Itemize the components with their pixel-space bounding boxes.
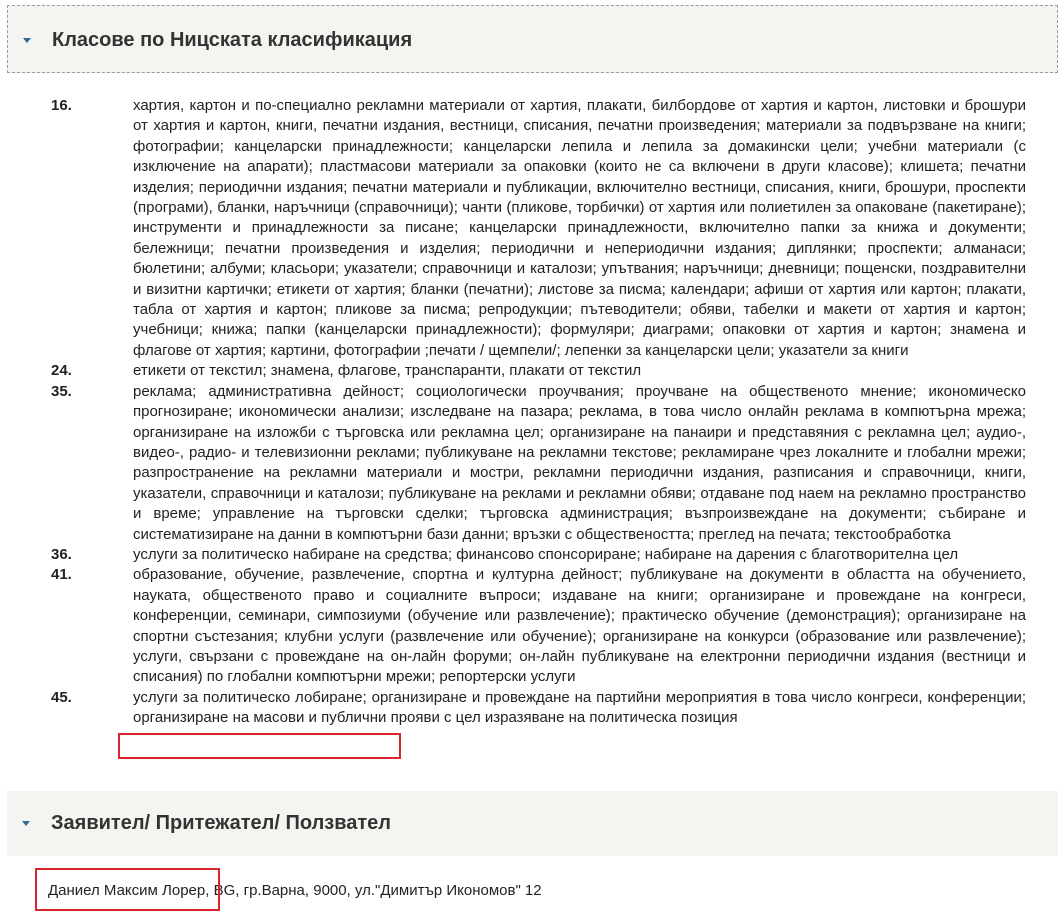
class-row (51, 545, 1026, 565)
class-description: хартия, картон и по-специално рекламни материали от хартия, плакати, билбордове от хартия и картон, листовки и брошури от хартия и картон, книги, печатни издания, вестници, списания, печатни произведения; материали за подвързване на книги; фотографии; канцеларски принадлежности; канцеларски лепила и лепила за домакински цели; учебни материали (с изключение на апарати); пластмасови материали за опаковки (които не са включени в други класове); клишета; печатни изделия; периодични издания; печатни материали и публикации, включително вестници, списания, книги, брошури, проспекти (програми), бланки, наръчници (справочници); чанти (пликове, торбички) от хартия или полиетилен за опаковане (пакетиране); инструменти и принадлежности за писане; канцеларски принадлежности, включително папки за книжа и документи; бележници; печатни произведения и изделия; периодични и непериодични издания; диплянки; проспекти; алманаси; бюлетини; албуми; класьори; указатели; справочници и каталози; упътвания; наръчници; дневници; пощенски, поздравителни и визитни картички; етикети от хартия; бланки (печатни); листове за писма; календари; афиши от хартия или картон; плакати, табла от хартия и картон; пликове за писма; репродукции; пътеводители; обяви, табелки и макети от хартия и картон; учебници; книжа; папки (канцеларски принадлежности); формуляри; диаграми; опаковки от хартия и картон; знамена и флагове от хартия; картини, фотографии ;печати / щемпели/; лепенки за канцеларски цели; указатели за книги (133, 97, 1026, 359)
nice-classes-list (51, 96, 1026, 729)
class-number: 24. (51, 362, 72, 380)
class-description: услуги за политическо набиране на средства; финансово спонсориране; набиране на дарения с благотворителна цел (133, 545, 959, 563)
highlight-box-lobbying (118, 733, 401, 759)
nice-classes-header[interactable] (7, 5, 1058, 73)
owner-address: BG, гр.Варна, 9000, ул."Димитър Икономов" 12 (213, 882, 542, 899)
applicant-header[interactable] (7, 791, 1058, 856)
caret-down-icon[interactable] (23, 38, 31, 43)
applicant-title: Заявител/ Притежател/ Ползвател (51, 812, 391, 834)
nice-classes-title: Класове по Ницската класификация (52, 29, 413, 51)
class-number: 35. (51, 382, 72, 400)
caret-down-icon[interactable] (22, 821, 30, 826)
class-number: 16. (51, 97, 72, 114)
class-description: етикети от текстил; знамена, флагове, транспаранти, плакати от текстил (133, 362, 642, 380)
class-row (51, 565, 1026, 687)
class-number: 36. (51, 545, 72, 563)
class-description: образование, обучение, развлечение, спортна и културна дейност; публикуване на документи в областта на обучението, науката, общественото право и социалните въпроси; издаване на книги; организиране и провеждане на конгреси, конференции, семинари, симпозиуми (обучение или развлечение); практическо обучение (демонстрация); организиране на спортни състезания; клубни услуги (развлечение или обучение); организиране на конкурси (образование или развлечение); услуги, свързани с провеждане на он-лайн форуми; он-лайн публикуване на електронни периодични издания (вестници и списания) по глобални компютърни мрежи; репортерски услуги (133, 566, 1026, 686)
owner-line: Даниел Максим Лорер, BG, гр.Варна, 9000, ул."Димитър Икономов" 12 (48, 882, 542, 899)
class-number: 45. (51, 688, 72, 706)
class-row (51, 361, 1026, 381)
class-number: 41. (51, 566, 72, 584)
class-row (51, 382, 1026, 545)
class-row (51, 688, 1026, 729)
owner-name: Даниел Максим Лорер (48, 882, 206, 899)
class-description: услуги за политическо лобиране; организиране и провеждане на партийни мероприятия в това число конгреси, конференции; организиране на масови и публични прояви с цел изразяване на политическа позиция (133, 688, 1026, 727)
class-description: реклама; административна дейност; социологически проучвания; проучване на общественото мнение; икономическо прогнозиране; икономически анализи; изследване на пазара; реклама, в това число онлайн реклама в компютърна мрежа; организиране на изложби с търговска или рекламна цел; организиране на панаири и представяния с рекламна цел; аудио-, видео-, радио- и телевизионни реклами; публикуване на рекламни текстове; рекламиране чрез локалните и глобални мрежи; разпространение на рекламни материали и мостри, рекламни периодични издания, разписания и справочници, книги, указатели, справочници и каталози; публикуване на реклами и рекламни обяви; отдаване под наем на рекламно пространство и време; управление на търговски сделки; търговска администрация; възпроизвеждане на документи; събиране и систематизиране на данни в компютърни бази данни; връзки с обществеността; преглед на печата; текстообработка (133, 382, 1026, 543)
class-row (51, 96, 1026, 361)
